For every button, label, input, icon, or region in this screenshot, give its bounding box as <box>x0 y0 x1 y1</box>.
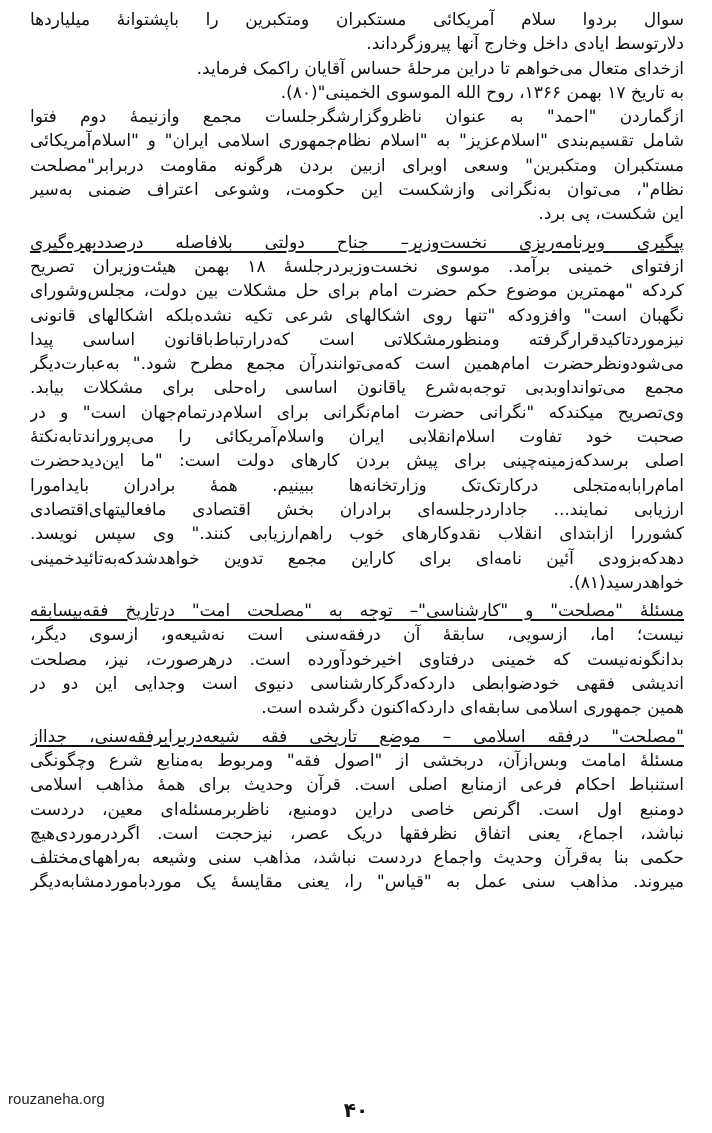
text-line: سوال بردوا سلام آمریکائی مستکبران ومتکبرین را باپشتوانهٔ میلیاردها <box>30 10 684 30</box>
text-line: وی‌تصریح میکندکه "نگرانی حضرت امام‌نگرانی برای اسلام‌درتمام‌جهان است" و در <box>30 402 684 423</box>
text-line: اندیشی فقهی خودضوابطی داردکه‌دگرکارشناسی دنیوی است وجدایی این دو در <box>30 674 684 695</box>
section-heading-line: پیگیری وبرنامه‌ریزی نخست‌وزیر– جناح دولتی بلافاصله درصددبهره‌گیری <box>30 232 684 253</box>
text-line: امام‌رابابه‌متجلی درکارتک‌تک وزارتخانه‌ها ببینیم. همهٔ برادران بایدامورا <box>30 475 684 496</box>
text-line: این شکست، پی برد. <box>538 204 684 225</box>
text-line: نیزموردتاکیدقرارگرفته ومنظورمشکلاتی است که‌درارتباط‌باقانون اساسی پیدا <box>30 329 684 350</box>
text-line: میروند. مذاهب سنی عمل به "قیاس" را، یعنی مقایسهٔ یک موردبامورد‌مشابه‌دیگر <box>30 872 684 893</box>
text-line: دومنبع اول است. اگرنص خاصی دراین دومنبع، ناظربرمسئله‌ای معین، دردست <box>30 799 684 820</box>
text-line: مجمع می‌توانداوبدبی توجه‌به‌شرع یاقانون اساسی راه‌حلی برای مشکلات بیابد. <box>30 378 684 399</box>
text-line: بدانگونه‌نیست که خمینی درفتاوی اخیرخودآورده است. درهرصورت، نیز، مصلحت <box>30 649 684 670</box>
text-line: ازگماردن "احمد" به عنوان ناظروگزارشگرجلسات مجمع وازنیمهٔ دوم فتوا <box>30 107 684 128</box>
text-line: نباشد، اجماع، یعنی اتفاق نظرفقها دریک عصر، نیزحجت است. اگردرموردی‌هیچ <box>30 823 684 844</box>
text-line: ارزیابی نمایند... جاداردرجلسه‌ای برادران بخش اقتصادی مافعالیتهای‌اقتصادی <box>30 499 684 520</box>
text-line: نظام"، می‌توان به‌نگرانی وازشکست این حکومت، وشوعی اعتراف ضمنی به‌سیر <box>30 180 684 201</box>
text-line: نگهبان است" وافزودکه "تنها روی اشکالهای شرعی تکیه نشده‌بلکه اشکالهای قانونی <box>30 305 684 326</box>
text-line: دلارتوسط ایادی داخل وخارج آنها پیروزگرداند. <box>366 34 684 55</box>
text-line: به تاریخ ۱۷ بهمن ۱۳۶۶، روح الله الموسوی الخمینی"(۸۰). <box>280 82 684 103</box>
text-line: کشوررا ازابتدای انقلاب نقدوکارهای خوب راهم‌ارزیابی کنند." وی سپس نویسد. <box>30 524 684 545</box>
text-line: حکمی بنا به‌قرآن وحدیث واجماع دردست نباشد، مذاهب سنی وشیعه به‌راههای‌مختلف <box>30 848 684 869</box>
section-heading-line: "مصلحت" درفقه اسلامی – موضع تاریخی فقه شیعه‌دربرابرفقه‌سنی، جدااز <box>30 726 684 747</box>
text-line: ازفتوای خمینی برآمد. موسوی نخست‌وزیردرجلسهٔ ۱۸ بهمن هیئت‌وزیران تصریح <box>30 256 684 277</box>
text-line: شامل تقسیم‌بندی "اسلام‌عزیز" به "اسلام نظام‌جمهوری اسلامی ایران" و "اسلام‌آمریکائی <box>30 131 684 152</box>
text-line: نیست؛ اما، ازسویی، سابقهٔ آن درفقه‌سنی است نه‌شیعه‌و، ازسوی دیگر، <box>30 625 684 646</box>
body-text <box>30 8 684 895</box>
text-line: ازخدای متعال می‌خواهم تا دراین مرحلهٔ حساس آقایان راکمک فرماید. <box>196 58 684 79</box>
text-line: خواهدرسید(۸۱). <box>568 572 684 593</box>
text-line: استنباط احکام فرعی ازمنابع اصلی است. قرآن وحدیث برای همهٔ مذاهب اسلامی <box>30 775 684 796</box>
page-number: ۴۰ <box>343 1098 369 1122</box>
text-line: همین جمهوری اسلامی سابقه‌ای داردکه‌اکنون دگرشده است. <box>261 698 684 719</box>
text-line: کردکه "مهمترین موضوع حکم حضرت امام برای حل مشکلات بین دولت، مجلس‌وشورای <box>30 281 684 302</box>
site-watermark: rouzaneha.org <box>8 1091 105 1108</box>
text-line: می‌شودونظرحضرت امام‌همین است که‌می‌توانندرآن مجمع مطرح شود." به‌عبارت‌دیگر <box>30 354 684 375</box>
section-heading-line: مسئلهٔ "مصلحت" و "کارشناسی"– توجه به "مصلحت امت" درتاریخ فقه‌بیسابقه <box>30 601 684 622</box>
text-line: صحبت خود تفاوت اسلام‌انقلابی ایران واسلام‌آمریکائی را می‌پروراندتابه‌نکتهٔ <box>30 427 684 448</box>
text-line: مستکبران ومتکبرین" وسعی اوبرای ازبین بردن هرگونه مقاومت دربرابر"مصلحت <box>30 155 684 176</box>
text-line: اصلی برسدکه‌زمینه‌چینی برای پیش بردن کارهای دولت است: "ما این‌دیدحضرت <box>30 451 684 472</box>
text-line: دهدکه‌بزودی آئین نامه‌ای برای کاراین مجمع تدوین خواهدشدکه‌به‌تائیدخمینی <box>30 548 684 569</box>
text-line: مسئلهٔ امامت وبس‌ازآن، دربخشی از "اصول فقه" ومربوط به‌منابع شرع وچگونگی <box>30 750 684 771</box>
